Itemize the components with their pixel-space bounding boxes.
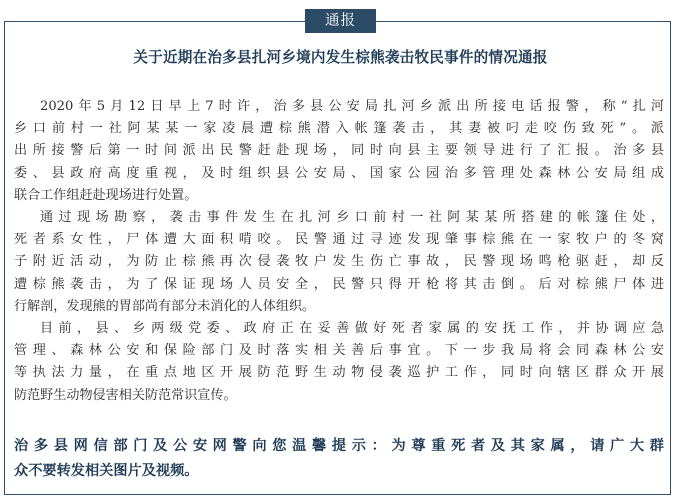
text-line: 遭棕熊袭击，为了保证现场人员安全，民警只得开枪将其击倒。后对棕熊尸体进 xyxy=(14,276,664,292)
text-line: 委、县政府高度重视，及时组织县公安局、国家公园治多管理处森林公安局组成 xyxy=(14,165,664,181)
text-line: 死者系女性，尸体遭大面积啃咬。民警通过寻迹发现肇事棕熊在一家牧户的冬窝 xyxy=(14,232,664,248)
badge-label: 通报 xyxy=(305,9,376,33)
text-line: 乡口前村一社阿某某一家凌晨遭棕熊潜入帐篷袭击，其妻被叼走咬伤致死”。派 xyxy=(14,121,664,137)
text-line: 防范野生动物侵害相关防范常识宣传。 xyxy=(14,387,237,403)
reminder-line: 治多县网信部门及公安网警向您温馨提示：为尊重死者及其家属，请广大群 xyxy=(14,438,664,454)
text-line: 通过现场勘察，袭击事件发生在扎河乡口前村一社阿某某所搭建的帐篷住处， xyxy=(40,210,664,226)
paragraph-3 xyxy=(14,318,664,407)
reminder-line: 众不要转发相关图片及视频。 xyxy=(14,462,199,479)
document-body xyxy=(14,96,664,407)
text-line: 2020年5月12日早上7时许，治多县公安局扎河乡派出所接电话报警，称“扎河 xyxy=(40,99,664,114)
warm-reminder xyxy=(14,434,664,483)
text-line: 目前，县、乡两级党委、政府正在妥善做好死者家属的安抚工作，并协调应急 xyxy=(40,321,664,337)
paragraph-2 xyxy=(14,207,664,318)
text-line: 联合工作组赶赴现场进行处置。 xyxy=(14,187,198,203)
paragraph-1 xyxy=(14,96,664,207)
text-line: 出所接警后第一时间派出民警赶赴现场，同时向县主要领导进行了汇报。治多县 xyxy=(14,143,664,159)
document-title: 关于近期在治多县扎河乡境内发生棕熊袭击牧民事件的情况通报 xyxy=(133,49,548,66)
text-line: 等执法力量，在重点地区开展防范野生动物侵袭巡护工作，同时向辖区群众开展 xyxy=(14,365,664,381)
text-line: 管理、森林公安和保险部门及时落实相关善后事宜。下一步我局将会同森林公安 xyxy=(14,343,664,359)
text-line: 子附近活动，为防止棕熊再次侵袭牧户发生伤亡事故，民警现场鸣枪驱赶，却反 xyxy=(14,254,664,270)
text-line: 行解剖，发现熊的胃部尚有部分未消化的人体组织。 xyxy=(14,298,316,314)
